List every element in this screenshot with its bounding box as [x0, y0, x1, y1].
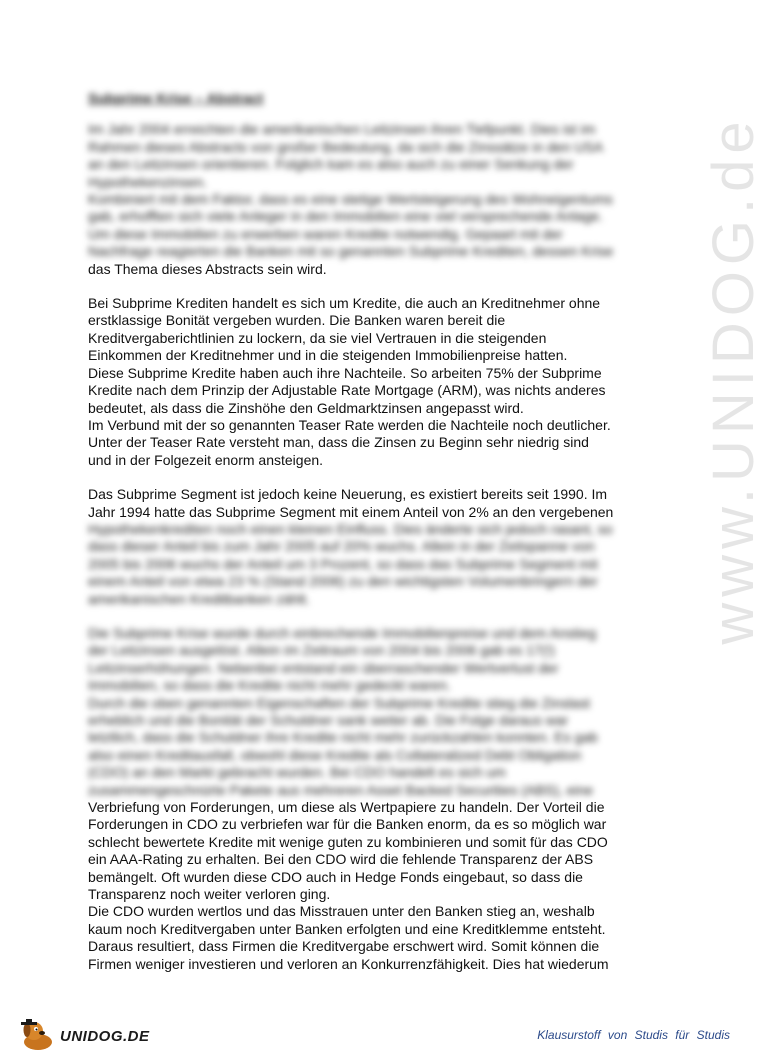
text-line: Jahr 1994 hatte das Subprime Segment mit einem Anteil von 2% an den vergebenen	[88, 503, 614, 520]
paragraph-1-blurred	[88, 121, 668, 260]
text-line: Im Jahr 2004 erreichten die amerikanischen Leitzinsen ihren Tiefpunkt. Dies ist im	[88, 121, 596, 138]
watermark-text: www.UNIDOG.de	[701, 115, 766, 645]
text-line: und in der Folgezeit enorm ansteigen.	[88, 451, 324, 468]
text-line: Im Verbund mit der so genannten Teaser Rate werden die Nachteile noch deutlicher.	[88, 416, 611, 433]
paragraph-2	[88, 295, 668, 469]
text-line: kaum noch Kreditvergaben unter Banken erfolgten und eine Kreditklemme entsteht.	[88, 920, 606, 937]
text-line: an den Leitzinsen orientieren. Folglich kam es also auch zu einer Senkung der	[88, 156, 574, 173]
text-line: Rahmen dieses Abstracts von großer Bedeutung, da sich die Zinssätze in den USA	[88, 138, 604, 155]
paragraph-3	[88, 486, 668, 608]
text-line: also einen Kreditausfall, obwohl diese Kredite als Collateralized Debt Obligation	[88, 746, 582, 763]
text-line: Nachfrage reagierten die Banken mit so genannten Subprime Krediten, dessen Krise	[88, 243, 614, 260]
logo-text: UNIDOG.DE	[60, 1028, 150, 1045]
text-line: dass dieser Anteil bis zum Jahr 2005 auf 20% wuchs. Allein in der Zeitspanne von	[88, 538, 595, 555]
text-line: bedeutet, als dass die Zinshöhe den Geldmarktzinsen angepasst wird.	[88, 399, 524, 416]
text-line: zusammengeschnürte Pakete aus mehreren Asset Backed Securities (ABS), eine	[88, 781, 594, 798]
text-line: (CDO) an den Markt gebracht wurden. Bei CDO handelt es sich um	[88, 764, 506, 781]
text-line: Daraus resultiert, dass Firmen die Kreditvergabe erschwert wird. Somit können die	[88, 938, 600, 955]
text-line: Hypothekenkrediten noch einen kleinen Einfluss. Dies änderte sich jedoch rasant, so	[88, 520, 613, 537]
text-line: einem Anteil von etwa 23 % (Stand 2006) zu den wichtigsten Volumenbringern der	[88, 573, 598, 590]
text-line: Kombiniert mit dem Faktor, dass es eine stetige Wertsteigerung des Wohneigentums	[88, 191, 613, 208]
text-line: letztlich, dass die Schuldner ihre Kredite nicht mehr zurückzahlen konnten. Es gab	[88, 729, 598, 746]
footer-tagline: Klausurstoff von Studis für Studis	[537, 1028, 730, 1042]
text-line: der Leitzinsen ausgelöst. Allein im Zeitraum von 2004 bis 2006 gab es 17(!)	[88, 642, 555, 659]
text-line: Einkommen der Kreditnehmer und in die steigenden Immobilienpreise hatten.	[88, 347, 568, 364]
text-line: Leitzinserhöhungen. Nebenbei entstand ein überraschender Wertverlust der	[88, 659, 559, 676]
paragraph-4	[88, 625, 668, 973]
text-line: Die CDO wurden wertlos und das Misstrauen unter den Banken stieg an, weshalb	[88, 903, 595, 920]
text-line: Bei Subprime Krediten handelt es sich um Kredite, die auch an Kreditnehmer ohne	[88, 295, 601, 312]
paragraph-4-clear	[88, 799, 668, 973]
paragraph-1	[88, 121, 668, 278]
text-line: erstklassige Bonität vergeben wurden. Die Banken waren bereit die	[88, 312, 506, 329]
text-line: gab, erhofften sich viele Anleger in den Immobilien eine viel versprechende Anlage.	[88, 208, 603, 225]
text-line: bemängelt. Oft wurden diese CDO auch in Hedge Fonds eingebaut, so dass die	[88, 868, 583, 885]
text-line: Transparenz noch weiter verloren ging.	[88, 886, 331, 903]
text-line: 2005 bis 2006 wuchs der Anteil um 3 Prozent, so dass das Subprime Segment mit	[88, 555, 598, 572]
paragraph-3-clear	[88, 486, 668, 521]
text-line: das Thema dieses Abstracts sein wird.	[88, 260, 327, 277]
text-line: Die Subprime Krise wurde durch einbrechende Immobilienpreise und dem Anstieg	[88, 624, 597, 641]
paragraph-3-blurred	[88, 521, 668, 608]
text-line: Diese Subprime Kredite haben auch ihre Nachteile. So arbeiten 75% der Subprime	[88, 364, 602, 381]
text-line: Hypothekenzinsen.	[88, 173, 208, 190]
document-title: Subprime Krise – Abstract	[88, 90, 264, 106]
text-line: Kredite nach dem Prinzip der Adjustable Rate Mortgage (ARM), was nichts anderes	[88, 382, 606, 399]
text-line: Kreditvergaberichtlinien zu lockern, da sie viel Vertrauen in die steigenden	[88, 329, 547, 346]
paragraph-4-blurred	[88, 625, 668, 799]
dog-mascot-icon	[16, 1018, 60, 1052]
text-line: Firmen weniger investieren und verloren an Konkurrenzfähigkeit. Dies hat wiederum	[88, 955, 609, 972]
text-line: Um diese Immobilien zu erwerben waren Kredite notwendig. Gepaart mit der	[88, 225, 563, 242]
text-line: erheblich und die Bonität der Schuldner sank weiter ab. Die Folge daraus war	[88, 712, 569, 728]
paragraph-1-clear	[88, 261, 668, 278]
text-line: amerikanischen Kreditbanken zählt.	[88, 590, 310, 607]
text-line: Forderungen in CDO zu verbriefen war für die Banken enorm, da es so möglich war	[88, 816, 607, 833]
text-line: ein AAA-Rating zu erhalten. Bei den CDO wird die fehlende Transparenz der ABS	[88, 851, 594, 868]
unidog-logo	[16, 1018, 166, 1050]
text-line: Verbriefung von Forderungen, um diese als Wertpapiere zu handeln. Der Vorteil die	[88, 799, 605, 816]
text-line: Immobilien, so dass die Kredite nicht mehr gedeckt waren.	[88, 677, 451, 694]
text-line: Durch die oben genannten Eigenschaften der Subprime Kredite stieg die Zinslast	[88, 694, 590, 711]
text-line: Das Subprime Segment ist jedoch keine Neuerung, es existiert bereits seit 1990. Im	[88, 486, 608, 503]
text-line: Unter der Teaser Rate versteht man, dass die Zinsen zu Beginn sehr niedrig sind	[88, 434, 589, 451]
document-body	[88, 90, 668, 990]
text-line: schlecht bewertete Kredite mit wenige guten zu kombinieren und somit für das CDO	[88, 833, 608, 850]
